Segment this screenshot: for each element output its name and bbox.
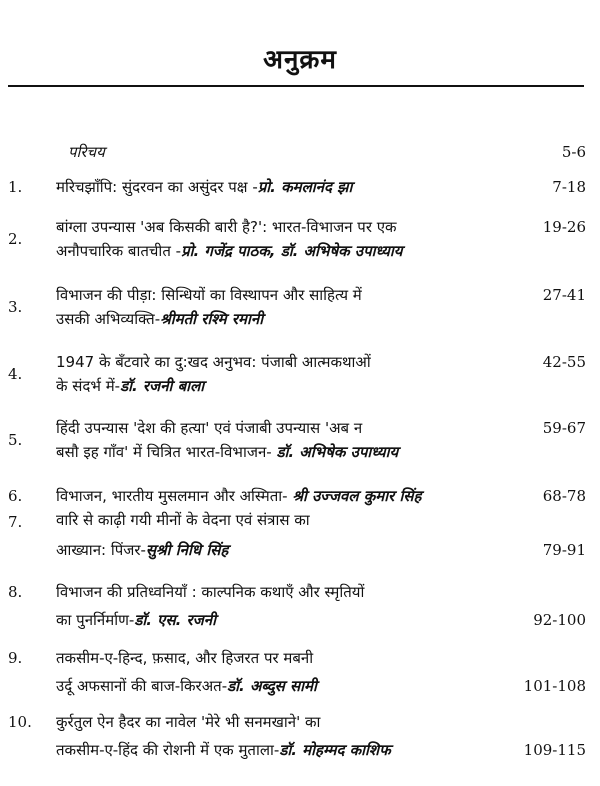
entry-pages: 109-115 xyxy=(523,741,586,759)
entry-title-cont: उसकी अभिव्यक्ति- xyxy=(56,310,161,328)
entry-pages: 27-41 xyxy=(542,286,586,304)
entry-pages: 101-108 xyxy=(523,677,586,695)
entry-number: 2. xyxy=(8,230,23,248)
entry-title: वारि से काढ़ी गयी मीनों के वेदना एवं संत्रास का xyxy=(56,511,310,529)
entry-text xyxy=(56,283,516,331)
entry-pages: 79-91 xyxy=(542,541,586,559)
entry-number: 7. xyxy=(8,513,23,531)
entry-number: 9. xyxy=(8,649,23,667)
entry-number: 1. xyxy=(8,178,23,196)
entry-title: विभाजन की प्रतिध्वनियाँ : काल्पनिक कथाएँ और स्मृतियों xyxy=(56,583,365,601)
entry-author: डॉ. अभिषेक उपाध्याय xyxy=(276,443,399,461)
entry-pages: 59-67 xyxy=(542,419,586,437)
entry-pages: 92-100 xyxy=(533,611,586,629)
entry-title: हिंदी उपन्यास 'देश की हत्या' एवं पंजाबी उपन्यास 'अब न xyxy=(56,419,363,437)
entry-pages: 19-26 xyxy=(542,218,586,236)
entry-title: विभाजन की पीड़ा: सिन्धियों का विस्थापन और साहित्य में xyxy=(56,286,362,304)
entry-author: डॉ. एस. रजनी xyxy=(134,611,217,629)
entry-title-cont: के संदर्भ में- xyxy=(56,377,121,395)
entry-title-cont: अनौपचारिक बातचीत - xyxy=(56,242,182,260)
entry-text xyxy=(56,215,516,263)
intro-pages: 5-6 xyxy=(561,143,586,161)
entry-text xyxy=(56,580,516,632)
entry-number: 4. xyxy=(8,365,23,383)
entry-title: मरिचझाँपि: सुंदरवन का असुंदर पक्ष - xyxy=(56,178,258,196)
entry-number: 5. xyxy=(8,431,23,449)
entry-pages: 7-18 xyxy=(552,178,586,196)
entry-title-cont: बसौ इह गाँव' में चित्रित भारत-विभाजन- xyxy=(56,443,277,461)
entry-author: प्रो. कमलानंद झा xyxy=(257,178,353,196)
page-title: अनुक्रम xyxy=(263,45,337,75)
entry-author: सुश्री निधि सिंह xyxy=(145,541,229,559)
entry-title-cont: उर्दू अफसानों की बाज-किरअत- xyxy=(56,677,228,695)
entry-title-cont: तकसीम-ए-हिंद की रोशनी में एक मुताला- xyxy=(56,741,280,759)
entry-text xyxy=(56,508,516,562)
entry-number: 10. xyxy=(8,713,32,731)
entry-text xyxy=(56,646,516,698)
entry-author: डॉ. अब्दुस सामी xyxy=(227,677,317,695)
entry-pages: 42-55 xyxy=(542,353,586,371)
entry-author: डॉ. रजनी बाला xyxy=(120,377,205,395)
entry-title: कुर्रतुल ऐन हैदर का नावेल 'मेरे भी सनमखाने' का xyxy=(56,713,321,731)
entry-title: बांग्ला उपन्यास 'अब किसकी बारी है?': भारत-विभाजन पर एक xyxy=(56,218,397,236)
entry-author: डॉ. मोहम्मद काशिफ xyxy=(279,741,391,759)
entry-pages: 68-78 xyxy=(542,487,586,505)
entry-title-cont: का पुनर्निर्माण- xyxy=(56,611,135,629)
entry-number: 8. xyxy=(8,583,23,601)
entry-author: श्री उज्जवल कुमार सिंह xyxy=(292,487,422,505)
entry-title: 1947 के बँटवारे का दु:खद अनुभव: पंजाबी आत्मकथाओं xyxy=(56,353,371,371)
entry-text xyxy=(56,710,516,762)
entry-text xyxy=(56,484,516,508)
entry-text xyxy=(56,175,516,199)
entry-text xyxy=(56,350,516,398)
intro-label: परिचय xyxy=(68,143,105,161)
entry-title: विभाजन, भारतीय मुसलमान और अस्मिता- xyxy=(56,487,293,505)
entry-number: 3. xyxy=(8,298,23,316)
entry-title-cont: आख्यान: पिंजर- xyxy=(56,541,146,559)
entry-author: प्रो. गजेंद्र पाठक, डॉ. अभिषेक उपाध्याय xyxy=(181,242,403,260)
entry-number: 6. xyxy=(8,487,23,505)
entry-title: तकसीम-ए-हिन्द, फ़साद, और हिजरत पर मबनी xyxy=(56,649,314,667)
entry-text xyxy=(56,416,516,464)
title-divider xyxy=(8,85,584,87)
entry-author: श्रीमती रश्मि रमानी xyxy=(160,310,264,328)
